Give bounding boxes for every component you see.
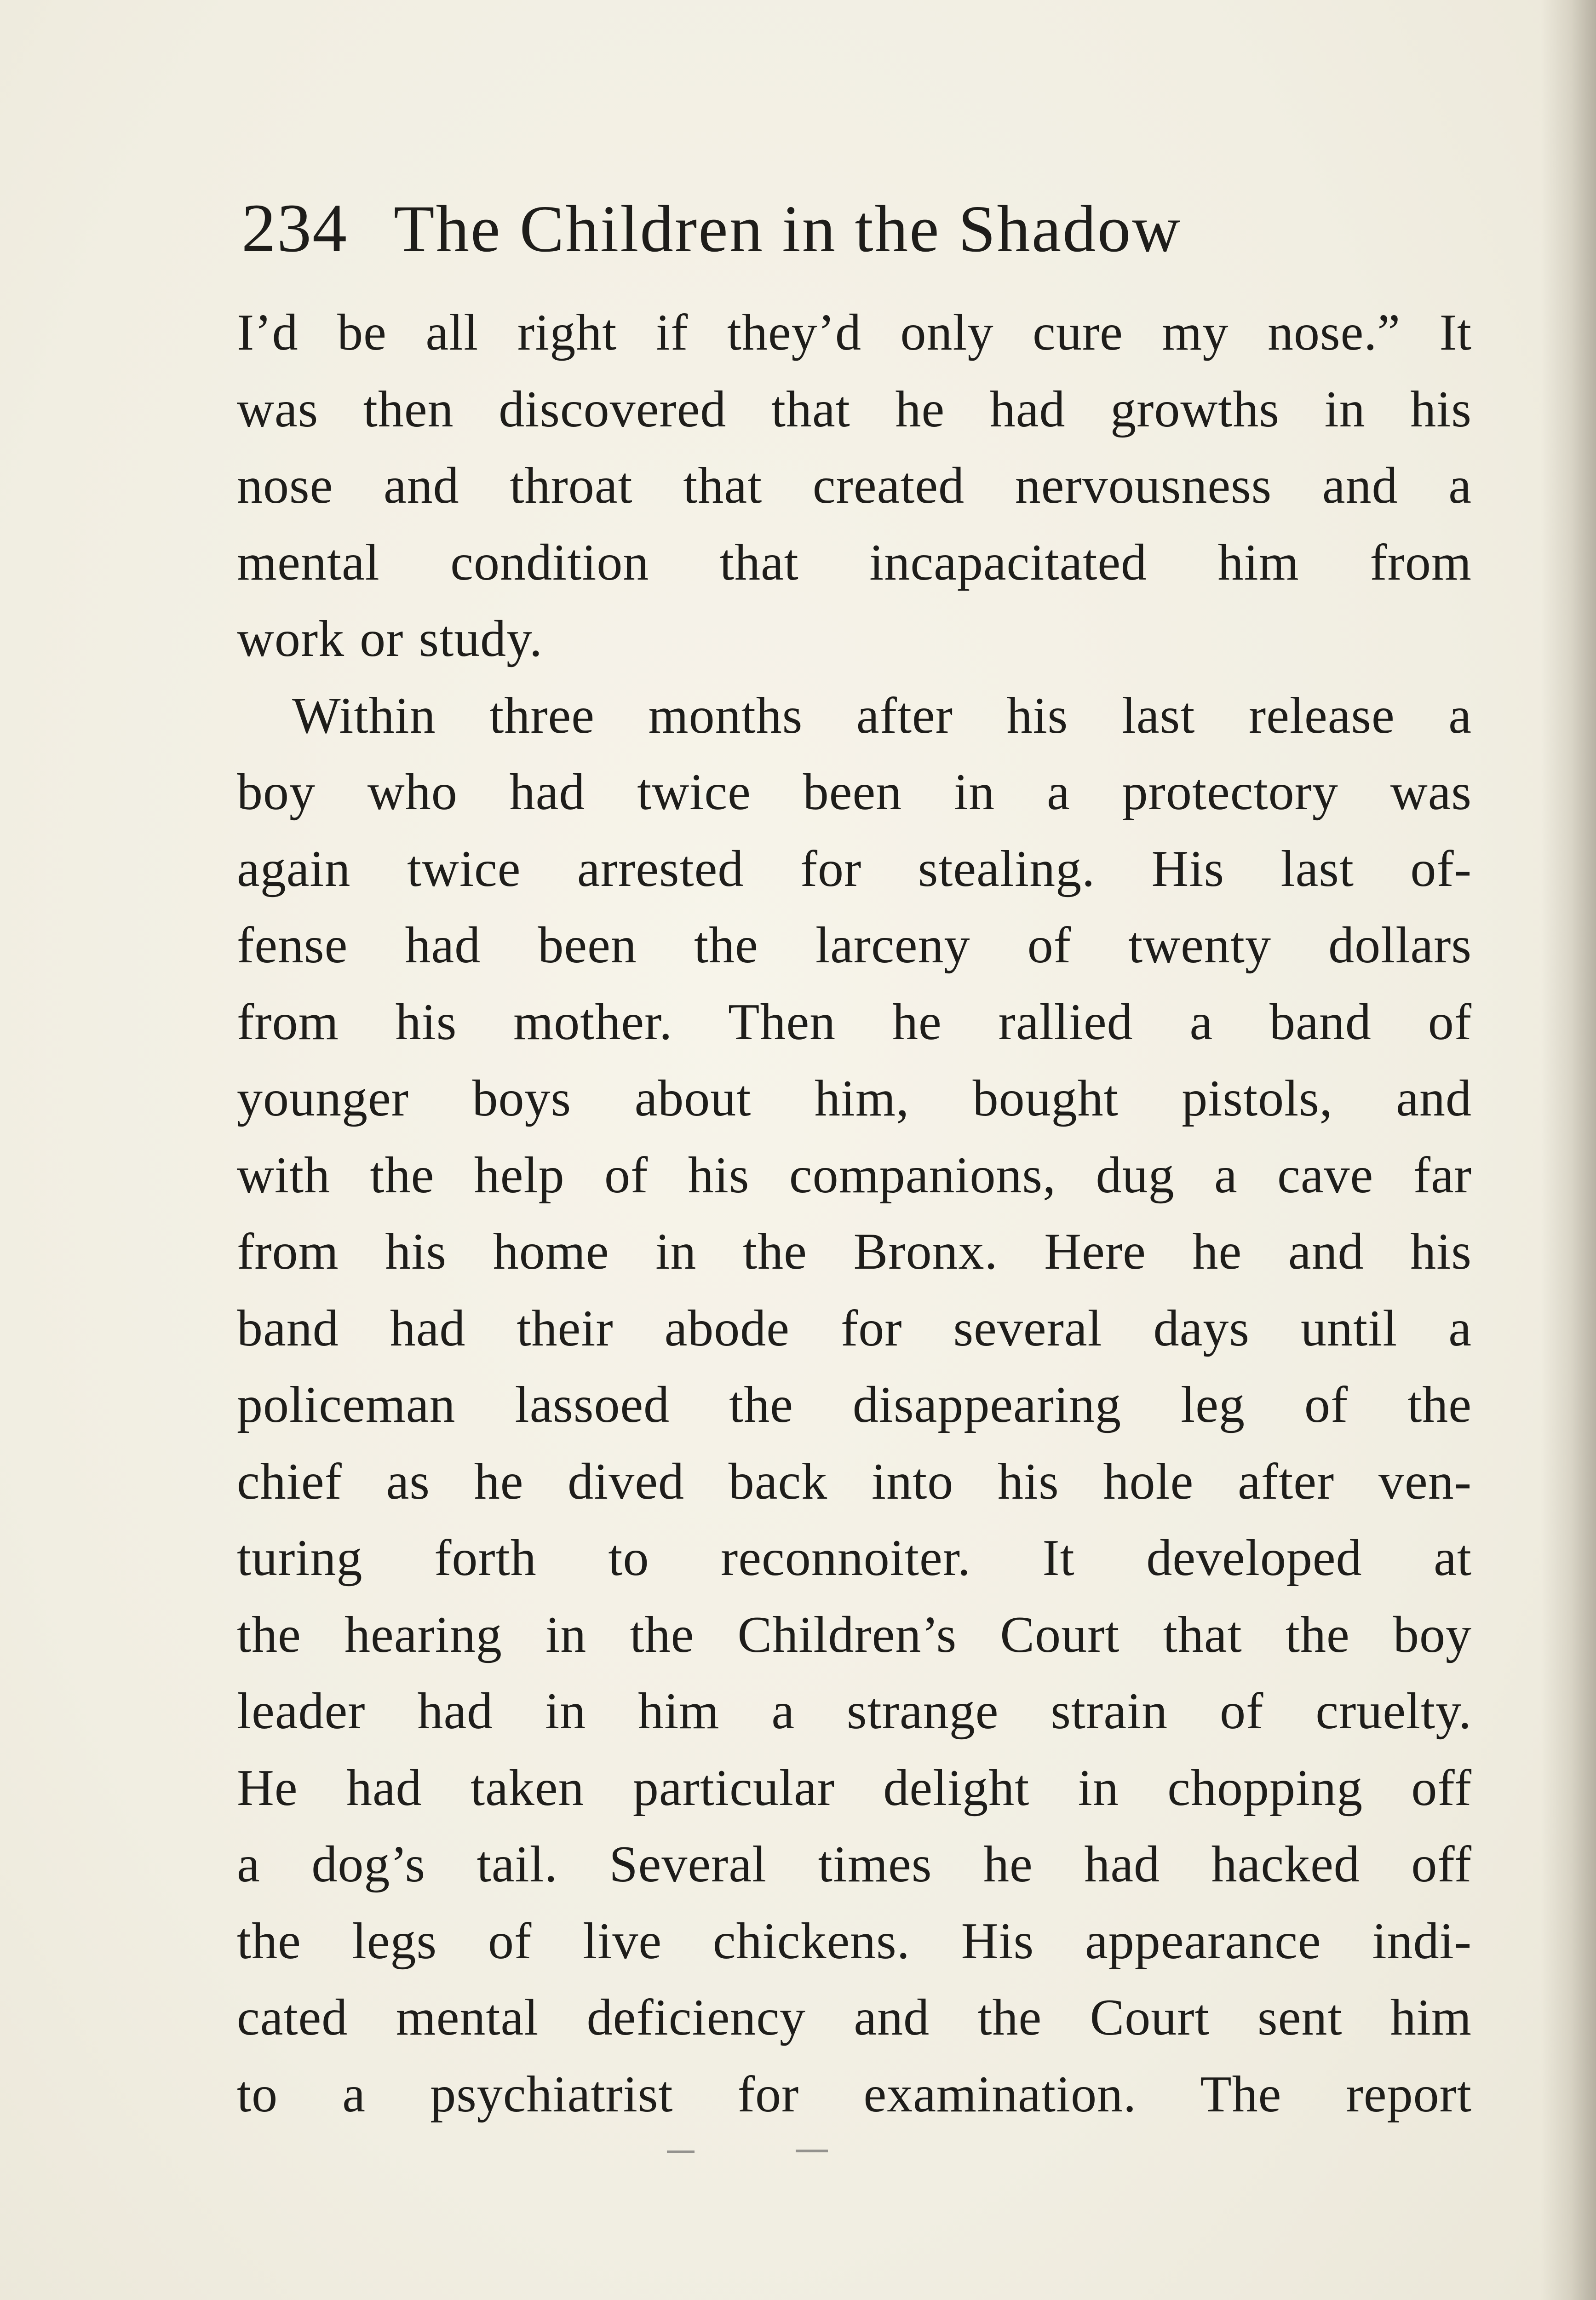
text-line: from his mother. Then he rallied a band of xyxy=(237,993,1472,1051)
text-line: work or study. xyxy=(237,610,543,667)
text-line: from his home in the Bronx. Here he and his xyxy=(237,1223,1472,1280)
text-line: He had taken particular delight in chopping off xyxy=(237,1759,1472,1817)
text-line: leader had in him a strange strain of cruelty. xyxy=(237,1683,1472,1740)
text-line: I’d be all right if they’d only cure my nose.” It xyxy=(237,304,1472,361)
page-edge-shadow xyxy=(1541,0,1596,2300)
text-line: again twice arrested for stealing. His last of- xyxy=(237,840,1472,897)
text-line: the legs of live chickens. His appearance indi- xyxy=(237,1912,1472,1970)
text-line: Within three months after his last release a xyxy=(292,687,1472,744)
text-line: boy who had twice been in a protectory was xyxy=(237,764,1472,821)
running-title: The Children in the Shadow xyxy=(394,192,1182,266)
text-line: to a psychiatrist for examination. The report xyxy=(237,2065,1472,2123)
text-line: cated mental deficiency and the Court sent him xyxy=(237,1989,1472,2046)
text-line: fense had been the larceny of twenty dollars xyxy=(237,917,1472,974)
print-mark xyxy=(796,2150,828,2152)
text-line: chief as he dived back into his hole after ven- xyxy=(237,1453,1472,1510)
text-line: mental condition that incapacitated him from xyxy=(237,534,1472,591)
print-mark xyxy=(667,2150,695,2153)
paragraph-1 xyxy=(237,294,1472,678)
text-line: band had their abode for several days until a xyxy=(237,1300,1472,1357)
body-text xyxy=(237,294,1472,2133)
text-line: policeman lassoed the disappearing leg of the xyxy=(237,1376,1472,1433)
text-line: the hearing in the Children’s Court that the boy xyxy=(237,1606,1472,1663)
page-header xyxy=(241,189,1336,276)
text-line: a dog’s tail. Several times he had hacked off xyxy=(237,1836,1472,1893)
page-number: 234 xyxy=(241,190,348,266)
paragraph-2 xyxy=(237,678,1472,2133)
text-line: turing forth to reconnoiter. It developed at xyxy=(237,1530,1472,1587)
text-line: nose and throat that created nervousness and a xyxy=(237,457,1472,514)
text-line: younger boys about him, bought pistols, and xyxy=(237,1070,1472,1127)
text-line: was then discovered that he had growths in his xyxy=(237,380,1472,438)
text-line: with the help of his companions, dug a cave far xyxy=(237,1146,1472,1204)
print-marks xyxy=(644,2146,837,2164)
